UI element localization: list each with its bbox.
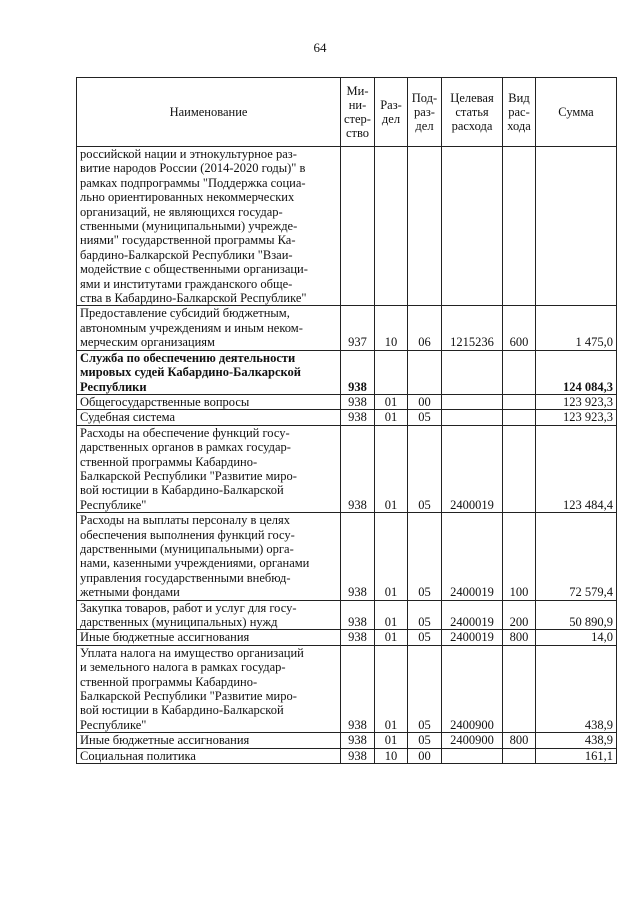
cell-target-article: 2400900 [442,645,503,732]
table-row [77,350,617,394]
cell-sum: 123 484,4 [536,425,617,512]
table-row [77,513,617,600]
cell-section: 01 [375,394,408,409]
cell-target-article: 2400019 [442,513,503,600]
header-name: Наименование [77,78,341,147]
cell-target-article: 1215236 [442,306,503,350]
cell-section: 10 [375,306,408,350]
cell-target-article [442,410,503,425]
cell-sum: 50 890,9 [536,600,617,630]
cell-target-article [442,147,503,306]
header-target-article: Целевая статья расхода [442,78,503,147]
cell-ministry: 938 [341,630,375,645]
cell-sum: 123 923,3 [536,410,617,425]
cell-name: Иные бюджетные ассигнования [77,630,341,645]
cell-target-article [442,350,503,394]
cell-subsection: 05 [408,733,442,748]
cell-section: 01 [375,733,408,748]
cell-name: Иные бюджетные ассигнования [77,733,341,748]
cell-target-article: 2400900 [442,733,503,748]
cell-subsection: 00 [408,394,442,409]
cell-sum: 1 475,0 [536,306,617,350]
budget-table [76,77,617,764]
cell-sum: 72 579,4 [536,513,617,600]
cell-subsection: 00 [408,748,442,763]
cell-sum: 123 923,3 [536,394,617,409]
cell-ministry: 938 [341,645,375,732]
cell-ministry: 938 [341,513,375,600]
cell-sum: 438,9 [536,733,617,748]
cell-sum: 438,9 [536,645,617,732]
cell-name: Служба по обеспечению деятельности мировых судей Кабардино-Балкарской Республики [77,350,341,394]
page-number: 64 [313,40,327,55]
header-row [77,78,617,147]
cell-ministry: 937 [341,306,375,350]
cell-expense-type [503,147,536,306]
cell-section [375,350,408,394]
cell-expense-type: 800 [503,733,536,748]
table-row [77,645,617,732]
table-row [77,748,617,763]
cell-subsection: 05 [408,410,442,425]
cell-expense-type [503,350,536,394]
cell-name: Социальная политика [77,748,341,763]
cell-section: 01 [375,645,408,732]
cell-name: Уплата налога на имущество организаций и земельного налога в рамках государ- ственной программы Кабардино- Балкарской Республики "Развитие миро- вой юстиции в Кабардино-Балкарской Республике" [77,645,341,732]
table-row [77,600,617,630]
cell-expense-type: 200 [503,600,536,630]
cell-section: 01 [375,410,408,425]
cell-expense-type: 800 [503,630,536,645]
cell-name: Предоставление субсидий бюджетным, автономным учреждениям и иным неком- мерческим организациям [77,306,341,350]
table-row [77,306,617,350]
cell-expense-type [503,394,536,409]
cell-section: 10 [375,748,408,763]
cell-expense-type [503,425,536,512]
cell-sum [536,147,617,306]
cell-subsection: 05 [408,645,442,732]
header-section: Раз- дел [375,78,408,147]
cell-expense-type: 100 [503,513,536,600]
cell-section: 01 [375,513,408,600]
cell-section: 01 [375,425,408,512]
table-row [77,410,617,425]
cell-name: Судебная система [77,410,341,425]
cell-name: Закупка товаров, работ и услуг для госу- дарственных (муниципальных) нужд [77,600,341,630]
table-body [77,147,617,764]
cell-subsection: 05 [408,600,442,630]
cell-expense-type: 600 [503,306,536,350]
cell-subsection [408,350,442,394]
cell-expense-type [503,410,536,425]
table-row [77,394,617,409]
header-sum: Сумма [536,78,617,147]
cell-target-article: 2400019 [442,425,503,512]
cell-subsection: 05 [408,425,442,512]
header-ministry: Ми- ни- стер- ство [341,78,375,147]
cell-ministry: 938 [341,394,375,409]
cell-name: Расходы на выплаты персоналу в целях обеспечения выполнения функций госу- дарственными (муниципальными) орга- нами, казенными учреждениями, органами управления государственными внебюд- жетными фондами [77,513,341,600]
cell-sum: 124 084,3 [536,350,617,394]
cell-target-article: 2400019 [442,630,503,645]
cell-ministry: 938 [341,748,375,763]
cell-expense-type [503,645,536,732]
cell-section: 01 [375,600,408,630]
cell-target-article: 2400019 [442,600,503,630]
header-subsection: Под- раз- дел [408,78,442,147]
cell-subsection: 06 [408,306,442,350]
table-row [77,733,617,748]
cell-subsection: 05 [408,630,442,645]
cell-section: 01 [375,630,408,645]
cell-ministry [341,147,375,306]
table-row [77,147,617,306]
cell-subsection: 05 [408,513,442,600]
cell-name: Общегосударственные вопросы [77,394,341,409]
header-expense-type: Вид рас- хода [503,78,536,147]
cell-name: российской нации и этнокультурное раз- витие народов России (2014-2020 годы)" в рамках подпрограммы "Поддержка социа- льно ориентированных некоммерческих организаций, не являющихся государ- ственными (муниципальными) учрежде- ниями" государственной программы Ка- бардино-Балкарской Республики "Взаи- модействие с общественными организаци- ями и институтами гражданского обще- ства в Кабардино-Балкарской Республике" [77,147,341,306]
cell-ministry: 938 [341,425,375,512]
cell-sum: 14,0 [536,630,617,645]
cell-subsection [408,147,442,306]
table-row [77,425,617,512]
cell-name: Расходы на обеспечение функций госу- дарственных органов в рамках государ- ственной программы Кабардино- Балкарской Республики "Развитие миро- вой юстиции в Кабардино-Балкарской Республике" [77,425,341,512]
cell-section [375,147,408,306]
cell-ministry: 938 [341,350,375,394]
cell-target-article [442,748,503,763]
cell-sum: 161,1 [536,748,617,763]
table-row [77,630,617,645]
cell-expense-type [503,748,536,763]
cell-ministry: 938 [341,410,375,425]
cell-ministry: 938 [341,733,375,748]
cell-target-article [442,394,503,409]
cell-ministry: 938 [341,600,375,630]
